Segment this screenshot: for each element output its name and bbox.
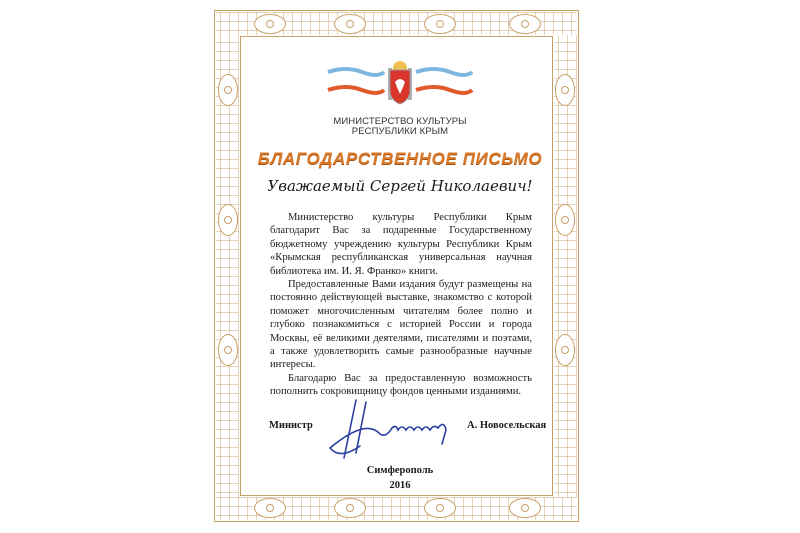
border-motif	[424, 498, 456, 518]
paragraph: Благодарю Вас за предоставленную возможность пополнить сокровищницу фондов ценными изданиями.	[270, 372, 532, 398]
border-motif	[218, 334, 238, 366]
border-motif	[334, 498, 366, 518]
border-motif	[334, 14, 366, 34]
border-motif	[509, 498, 541, 518]
signatory-name: А. Новосельская	[467, 420, 547, 431]
document-title: БЛАГОДАРСТВЕННОЕ ПИСЬМО	[257, 149, 543, 168]
border-motif	[424, 14, 456, 34]
paragraph: Предоставленные Вами издания будут размещены на постоянно действующей выставке, знакомство с которой поможет многочисленным читателям более полно и глубоко познакомиться с историей России и города Москвы, её великими деятелями, писателями и поэтами, а также удовлетворить самые разнообразные научные интересы.	[270, 279, 532, 371]
paragraph: Министерство культуры Республики Крым благодарит Вас за подаренные Государственному бюджетному учреждению культуры Республики Крым «Крымская республиканская универсальная научная библиотека им. И. Я. Франко» книги.	[270, 212, 532, 277]
border-motif	[254, 498, 286, 518]
year: 2016	[389, 480, 411, 491]
ministry-line-1: МИНИСТЕРСТВО КУЛЬТУРЫ	[333, 116, 467, 127]
signatory-role: Министр	[269, 420, 313, 431]
letter-body	[270, 211, 532, 399]
city: Симферополь	[366, 465, 434, 476]
border-motif	[509, 14, 541, 34]
border-motif	[555, 204, 575, 236]
ministry-line-2: РЕСПУБЛИКИ КРЫМ	[351, 126, 449, 137]
ministry-header	[0, 117, 800, 137]
border-motif	[218, 204, 238, 236]
border-motif	[254, 14, 286, 34]
greeting: Уважаемый Сергей Николаевич!	[267, 177, 533, 195]
border-motif	[555, 74, 575, 106]
border-motif	[555, 334, 575, 366]
border-motif	[218, 74, 238, 106]
handwritten-signature	[326, 398, 466, 466]
crimea-emblem-logo	[326, 60, 474, 110]
